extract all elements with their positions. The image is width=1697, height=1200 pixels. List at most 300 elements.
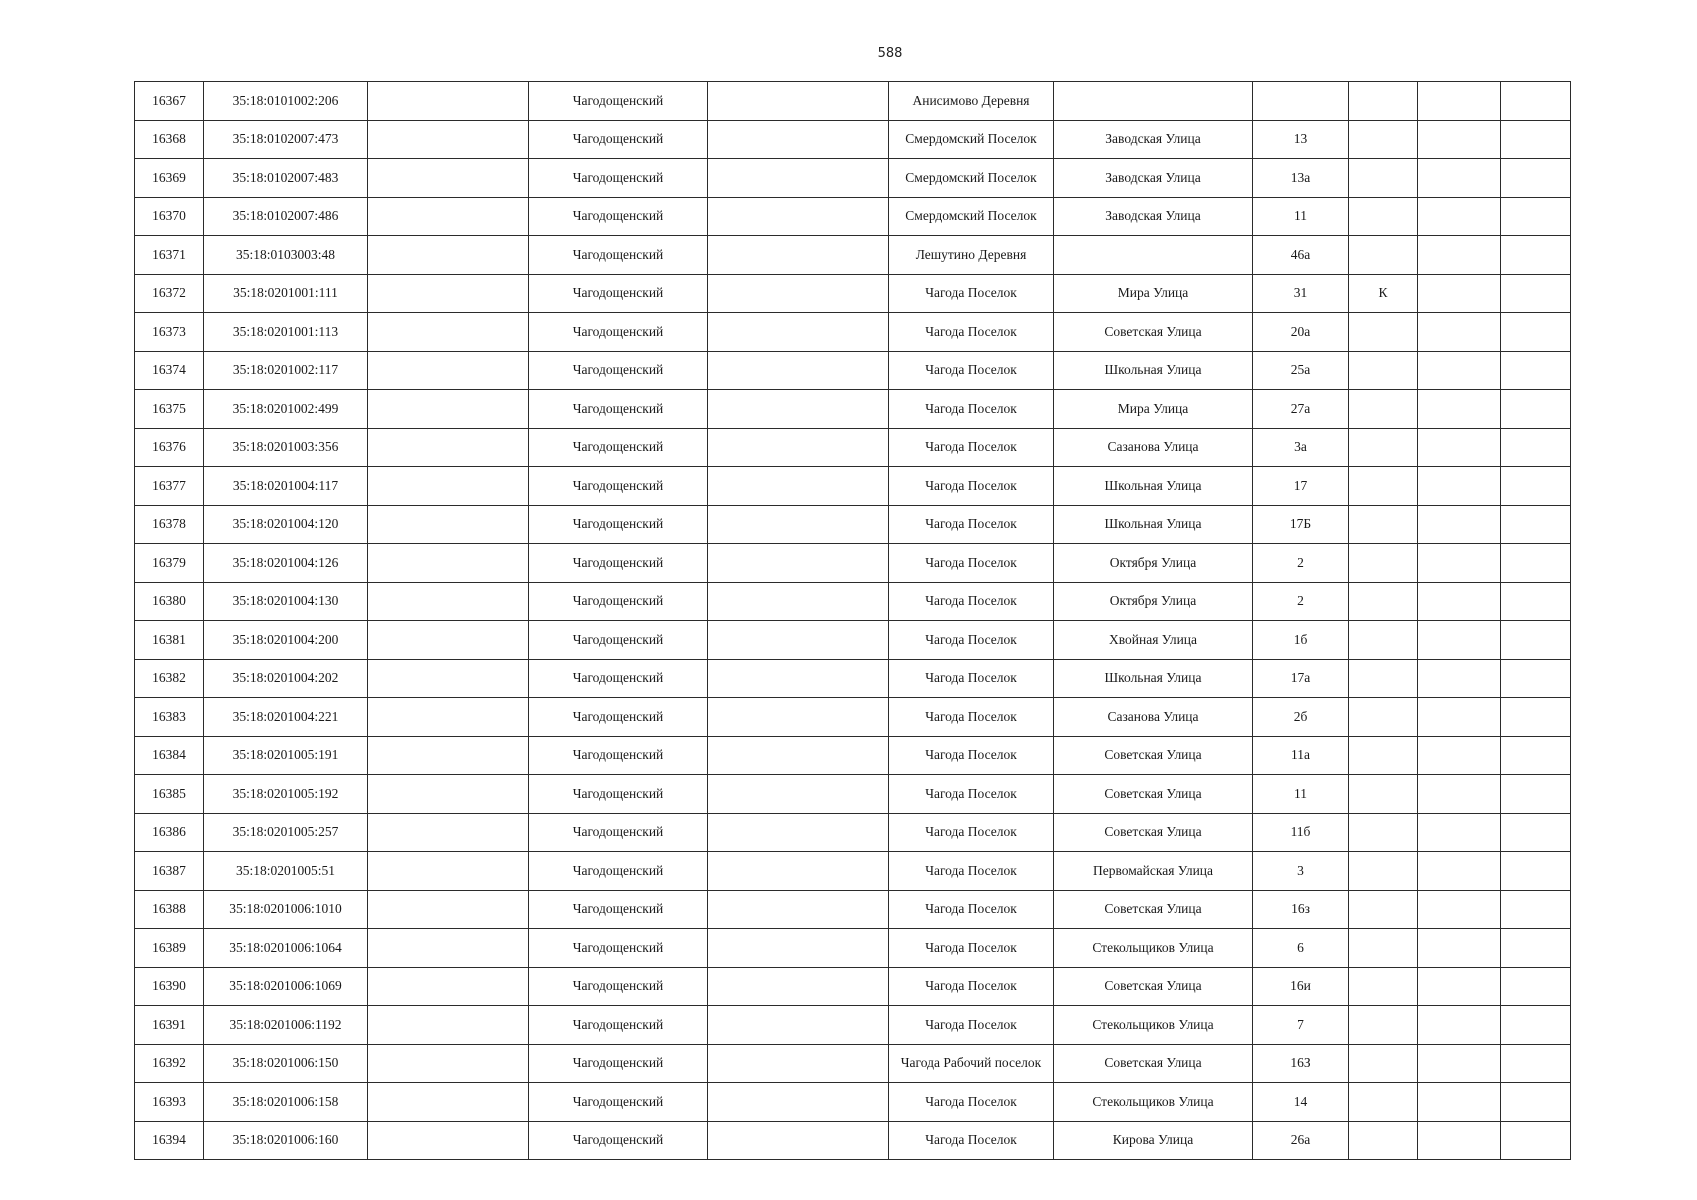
settlement-cell: Чагода Поселок (889, 775, 1054, 814)
cadastral-number-cell: 35:18:0201004:117 (204, 467, 368, 506)
empty-cell (368, 159, 529, 198)
empty-cell (1501, 544, 1571, 583)
cadastral-number-cell: 35:18:0201004:221 (204, 698, 368, 737)
mark-cell (1349, 1006, 1418, 1045)
settlement-cell: Чагода Поселок (889, 582, 1054, 621)
cadastral-number-cell: 35:18:0201005:257 (204, 813, 368, 852)
empty-cell (368, 82, 529, 121)
row-number-cell: 16383 (135, 698, 204, 737)
empty-cell (1501, 236, 1571, 275)
settlement-cell: Чагода Поселок (889, 544, 1054, 583)
district-cell: Чагодощенский (529, 1006, 708, 1045)
row-number-cell: 16376 (135, 428, 204, 467)
empty-cell (368, 390, 529, 429)
empty-cell (1501, 1121, 1571, 1160)
row-number-cell: 16379 (135, 544, 204, 583)
settlement-cell: Чагода Поселок (889, 929, 1054, 968)
street-cell: Советская Улица (1054, 890, 1253, 929)
street-cell: Сазанова Улица (1054, 428, 1253, 467)
house-number-cell: 25а (1253, 351, 1349, 390)
table-row (135, 544, 1571, 583)
house-number-cell: 2б (1253, 698, 1349, 737)
row-number-cell: 16378 (135, 505, 204, 544)
mark-cell (1349, 1083, 1418, 1122)
table-row (135, 852, 1571, 891)
empty-cell (708, 582, 889, 621)
empty-cell (1418, 1083, 1501, 1122)
row-number-cell: 16382 (135, 659, 204, 698)
row-number-cell: 16374 (135, 351, 204, 390)
row-number-cell: 16381 (135, 621, 204, 660)
street-cell: Советская Улица (1054, 775, 1253, 814)
district-cell: Чагодощенский (529, 351, 708, 390)
cadastral-number-cell: 35:18:0201004:130 (204, 582, 368, 621)
empty-cell (1501, 659, 1571, 698)
empty-cell (708, 967, 889, 1006)
settlement-cell: Чагода Поселок (889, 467, 1054, 506)
settlement-cell: Чагода Поселок (889, 428, 1054, 467)
empty-cell (1418, 1006, 1501, 1045)
house-number-cell: 1б (1253, 621, 1349, 660)
empty-cell (368, 775, 529, 814)
table-row (135, 1121, 1571, 1160)
district-cell: Чагодощенский (529, 929, 708, 968)
empty-cell (368, 467, 529, 506)
row-number-cell: 16394 (135, 1121, 204, 1160)
empty-cell (368, 736, 529, 775)
table-row (135, 698, 1571, 737)
street-cell: Заводская Улица (1054, 120, 1253, 159)
empty-cell (1418, 852, 1501, 891)
empty-cell (708, 813, 889, 852)
settlement-cell: Чагода Рабочий поселок (889, 1044, 1054, 1083)
cadastral-number-cell: 35:18:0103003:48 (204, 236, 368, 275)
house-number-cell: 17Б (1253, 505, 1349, 544)
mark-cell (1349, 890, 1418, 929)
empty-cell (708, 698, 889, 737)
settlement-cell: Чагода Поселок (889, 1006, 1054, 1045)
cadastral-number-cell: 35:18:0201004:200 (204, 621, 368, 660)
empty-cell (368, 890, 529, 929)
house-number-cell: 11б (1253, 813, 1349, 852)
table-row (135, 582, 1571, 621)
empty-cell (1501, 1044, 1571, 1083)
district-cell: Чагодощенский (529, 159, 708, 198)
street-cell: Хвойная Улица (1054, 621, 1253, 660)
table-row (135, 159, 1571, 198)
cadastral-number-cell: 35:18:0201004:126 (204, 544, 368, 583)
table-row (135, 967, 1571, 1006)
settlement-cell: Чагода Поселок (889, 1083, 1054, 1122)
district-cell: Чагодощенский (529, 659, 708, 698)
empty-cell (368, 698, 529, 737)
empty-cell (1418, 775, 1501, 814)
district-cell: Чагодощенский (529, 505, 708, 544)
empty-cell (1418, 120, 1501, 159)
house-number-cell: 3а (1253, 428, 1349, 467)
settlement-cell: Смердомский Поселок (889, 197, 1054, 236)
table-row (135, 929, 1571, 968)
house-number-cell: 2 (1253, 582, 1349, 621)
row-number-cell: 16385 (135, 775, 204, 814)
empty-cell (708, 159, 889, 198)
empty-cell (1501, 852, 1571, 891)
settlement-cell: Чагода Поселок (889, 852, 1054, 891)
table-row (135, 1044, 1571, 1083)
empty-cell (368, 582, 529, 621)
mark-cell (1349, 582, 1418, 621)
empty-cell (1501, 467, 1571, 506)
table-body (135, 82, 1571, 1160)
table-row (135, 351, 1571, 390)
empty-cell (1501, 1083, 1571, 1122)
house-number-cell: 16и (1253, 967, 1349, 1006)
empty-cell (368, 1083, 529, 1122)
cadastral-number-cell: 35:18:0201001:111 (204, 274, 368, 313)
district-cell: Чагодощенский (529, 197, 708, 236)
house-number-cell: 2 (1253, 544, 1349, 583)
empty-cell (368, 236, 529, 275)
house-number-cell: 46а (1253, 236, 1349, 275)
row-number-cell: 16370 (135, 197, 204, 236)
empty-cell (1501, 929, 1571, 968)
empty-cell (708, 775, 889, 814)
empty-cell (708, 197, 889, 236)
table-row (135, 890, 1571, 929)
empty-cell (1501, 813, 1571, 852)
empty-cell (708, 929, 889, 968)
district-cell: Чагодощенский (529, 274, 708, 313)
mark-cell (1349, 813, 1418, 852)
house-number-cell: 16З (1253, 1044, 1349, 1083)
table-row (135, 659, 1571, 698)
registry-table (134, 81, 1571, 1160)
settlement-cell: Смердомский Поселок (889, 120, 1054, 159)
cadastral-number-cell: 35:18:0102007:486 (204, 197, 368, 236)
empty-cell (1418, 736, 1501, 775)
empty-cell (368, 428, 529, 467)
street-cell (1054, 82, 1253, 121)
mark-cell (1349, 351, 1418, 390)
empty-cell (708, 82, 889, 121)
empty-cell (1418, 967, 1501, 1006)
street-cell: Кирова Улица (1054, 1121, 1253, 1160)
empty-cell (708, 1083, 889, 1122)
district-cell: Чагодощенский (529, 544, 708, 583)
mark-cell (1349, 736, 1418, 775)
empty-cell (1418, 582, 1501, 621)
table-row (135, 274, 1571, 313)
settlement-cell: Чагода Поселок (889, 621, 1054, 660)
district-cell: Чагодощенский (529, 813, 708, 852)
mark-cell (1349, 120, 1418, 159)
empty-cell (1418, 390, 1501, 429)
empty-cell (1418, 544, 1501, 583)
cadastral-number-cell: 35:18:0201006:1064 (204, 929, 368, 968)
table-row (135, 467, 1571, 506)
mark-cell (1349, 390, 1418, 429)
row-number-cell: 16391 (135, 1006, 204, 1045)
table-row (135, 1006, 1571, 1045)
cadastral-number-cell: 35:18:0101002:206 (204, 82, 368, 121)
cadastral-number-cell: 35:18:0201005:192 (204, 775, 368, 814)
empty-cell (368, 120, 529, 159)
house-number-cell: 31 (1253, 274, 1349, 313)
empty-cell (1501, 159, 1571, 198)
empty-cell (708, 274, 889, 313)
mark-cell (1349, 659, 1418, 698)
district-cell: Чагодощенский (529, 82, 708, 121)
empty-cell (368, 1044, 529, 1083)
empty-cell (708, 659, 889, 698)
district-cell: Чагодощенский (529, 967, 708, 1006)
table-row (135, 236, 1571, 275)
row-number-cell: 16375 (135, 390, 204, 429)
cadastral-number-cell: 35:18:0201002:499 (204, 390, 368, 429)
cadastral-number-cell: 35:18:0201006:160 (204, 1121, 368, 1160)
empty-cell (1501, 82, 1571, 121)
empty-cell (368, 967, 529, 1006)
settlement-cell: Чагода Поселок (889, 698, 1054, 737)
empty-cell (1501, 313, 1571, 352)
empty-cell (708, 390, 889, 429)
table-row (135, 775, 1571, 814)
empty-cell (1418, 274, 1501, 313)
empty-cell (1501, 390, 1571, 429)
table-row (135, 505, 1571, 544)
empty-cell (708, 1121, 889, 1160)
empty-cell (1418, 659, 1501, 698)
district-cell: Чагодощенский (529, 1044, 708, 1083)
row-number-cell: 16389 (135, 929, 204, 968)
mark-cell (1349, 929, 1418, 968)
empty-cell (1418, 351, 1501, 390)
table-row (135, 621, 1571, 660)
empty-cell (708, 1006, 889, 1045)
empty-cell (1418, 1121, 1501, 1160)
cadastral-number-cell: 35:18:0102007:483 (204, 159, 368, 198)
street-cell: Стекольщиков Улица (1054, 929, 1253, 968)
empty-cell (1418, 428, 1501, 467)
empty-cell (368, 351, 529, 390)
settlement-cell: Чагода Поселок (889, 813, 1054, 852)
empty-cell (708, 852, 889, 891)
empty-cell (1418, 159, 1501, 198)
mark-cell (1349, 621, 1418, 660)
house-number-cell: 16з (1253, 890, 1349, 929)
empty-cell (368, 505, 529, 544)
empty-cell (708, 120, 889, 159)
empty-cell (1418, 890, 1501, 929)
mark-cell (1349, 505, 1418, 544)
empty-cell (1501, 351, 1571, 390)
row-number-cell: 16369 (135, 159, 204, 198)
empty-cell (1418, 621, 1501, 660)
cadastral-number-cell: 35:18:0201006:150 (204, 1044, 368, 1083)
street-cell (1054, 236, 1253, 275)
house-number-cell (1253, 82, 1349, 121)
empty-cell (368, 544, 529, 583)
street-cell: Школьная Улица (1054, 505, 1253, 544)
district-cell: Чагодощенский (529, 390, 708, 429)
cadastral-number-cell: 35:18:0201005:51 (204, 852, 368, 891)
house-number-cell: 7 (1253, 1006, 1349, 1045)
row-number-cell: 16392 (135, 1044, 204, 1083)
mark-cell (1349, 852, 1418, 891)
cadastral-number-cell: 35:18:0201006:158 (204, 1083, 368, 1122)
settlement-cell: Чагода Поселок (889, 890, 1054, 929)
district-cell: Чагодощенский (529, 621, 708, 660)
empty-cell (1418, 698, 1501, 737)
empty-cell (1418, 197, 1501, 236)
district-cell: Чагодощенский (529, 736, 708, 775)
row-number-cell: 16384 (135, 736, 204, 775)
cadastral-number-cell: 35:18:0201001:113 (204, 313, 368, 352)
mark-cell (1349, 698, 1418, 737)
row-number-cell: 16373 (135, 313, 204, 352)
street-cell: Стекольщиков Улица (1054, 1083, 1253, 1122)
row-number-cell: 16367 (135, 82, 204, 121)
mark-cell (1349, 967, 1418, 1006)
house-number-cell: 17а (1253, 659, 1349, 698)
empty-cell (708, 236, 889, 275)
empty-cell (1501, 736, 1571, 775)
settlement-cell: Чагода Поселок (889, 274, 1054, 313)
row-number-cell: 16380 (135, 582, 204, 621)
street-cell: Советская Улица (1054, 1044, 1253, 1083)
empty-cell (368, 852, 529, 891)
cadastral-number-cell: 35:18:0201006:1069 (204, 967, 368, 1006)
street-cell: Мира Улица (1054, 390, 1253, 429)
table-row (135, 82, 1571, 121)
house-number-cell: 26а (1253, 1121, 1349, 1160)
table-row (135, 813, 1571, 852)
table-row (135, 313, 1571, 352)
street-cell: Октября Улица (1054, 544, 1253, 583)
mark-cell (1349, 159, 1418, 198)
district-cell: Чагодощенский (529, 467, 708, 506)
settlement-cell: Чагода Поселок (889, 1121, 1054, 1160)
district-cell: Чагодощенский (529, 313, 708, 352)
house-number-cell: 27а (1253, 390, 1349, 429)
row-number-cell: 16371 (135, 236, 204, 275)
mark-cell (1349, 544, 1418, 583)
empty-cell (368, 313, 529, 352)
settlement-cell: Анисимово Деревня (889, 82, 1054, 121)
table-row (135, 428, 1571, 467)
settlement-cell: Чагода Поселок (889, 351, 1054, 390)
district-cell: Чагодощенский (529, 1083, 708, 1122)
house-number-cell: 11 (1253, 775, 1349, 814)
house-number-cell: 13 (1253, 120, 1349, 159)
empty-cell (368, 274, 529, 313)
street-cell: Заводская Улица (1054, 159, 1253, 198)
cadastral-number-cell: 35:18:0201006:1192 (204, 1006, 368, 1045)
district-cell: Чагодощенский (529, 698, 708, 737)
district-cell: Чагодощенский (529, 582, 708, 621)
cadastral-number-cell: 35:18:0201004:120 (204, 505, 368, 544)
street-cell: Школьная Улица (1054, 351, 1253, 390)
street-cell: Сазанова Улица (1054, 698, 1253, 737)
row-number-cell: 16372 (135, 274, 204, 313)
settlement-cell: Лешутино Деревня (889, 236, 1054, 275)
settlement-cell: Чагода Поселок (889, 313, 1054, 352)
street-cell: Школьная Улица (1054, 659, 1253, 698)
row-number-cell: 16368 (135, 120, 204, 159)
settlement-cell: Чагода Поселок (889, 505, 1054, 544)
district-cell: Чагодощенский (529, 890, 708, 929)
empty-cell (368, 1121, 529, 1160)
empty-cell (1418, 236, 1501, 275)
row-number-cell: 16386 (135, 813, 204, 852)
empty-cell (1418, 505, 1501, 544)
empty-cell (708, 505, 889, 544)
house-number-cell: 17 (1253, 467, 1349, 506)
district-cell: Чагодощенский (529, 236, 708, 275)
street-cell: Первомайская Улица (1054, 852, 1253, 891)
house-number-cell: 11а (1253, 736, 1349, 775)
district-cell: Чагодощенский (529, 852, 708, 891)
street-cell: Стекольщиков Улица (1054, 1006, 1253, 1045)
empty-cell (368, 659, 529, 698)
settlement-cell: Смердомский Поселок (889, 159, 1054, 198)
empty-cell (1418, 467, 1501, 506)
street-cell: Заводская Улица (1054, 197, 1253, 236)
street-cell: Советская Улица (1054, 813, 1253, 852)
cadastral-number-cell: 35:18:0102007:473 (204, 120, 368, 159)
empty-cell (1501, 775, 1571, 814)
empty-cell (1418, 1044, 1501, 1083)
empty-cell (1501, 1006, 1571, 1045)
mark-cell (1349, 236, 1418, 275)
table-row (135, 390, 1571, 429)
empty-cell (1501, 621, 1571, 660)
empty-cell (1418, 813, 1501, 852)
row-number-cell: 16387 (135, 852, 204, 891)
empty-cell (708, 1044, 889, 1083)
empty-cell (1418, 313, 1501, 352)
empty-cell (1501, 274, 1571, 313)
row-number-cell: 16393 (135, 1083, 204, 1122)
district-cell: Чагодощенский (529, 428, 708, 467)
empty-cell (1501, 120, 1571, 159)
street-cell: Октября Улица (1054, 582, 1253, 621)
cadastral-number-cell: 35:18:0201006:1010 (204, 890, 368, 929)
cadastral-number-cell: 35:18:0201004:202 (204, 659, 368, 698)
empty-cell (1501, 698, 1571, 737)
empty-cell (708, 467, 889, 506)
street-cell: Советская Улица (1054, 313, 1253, 352)
mark-cell (1349, 197, 1418, 236)
empty-cell (368, 813, 529, 852)
empty-cell (708, 736, 889, 775)
mark-cell (1349, 1121, 1418, 1160)
house-number-cell: 13а (1253, 159, 1349, 198)
house-number-cell: 14 (1253, 1083, 1349, 1122)
mark-cell (1349, 313, 1418, 352)
street-cell: Советская Улица (1054, 736, 1253, 775)
mark-cell (1349, 82, 1418, 121)
empty-cell (368, 1006, 529, 1045)
row-number-cell: 16388 (135, 890, 204, 929)
empty-cell (708, 428, 889, 467)
empty-cell (1501, 967, 1571, 1006)
settlement-cell: Чагода Поселок (889, 659, 1054, 698)
house-number-cell: 20а (1253, 313, 1349, 352)
mark-cell (1349, 428, 1418, 467)
district-cell: Чагодощенский (529, 120, 708, 159)
street-cell: Школьная Улица (1054, 467, 1253, 506)
